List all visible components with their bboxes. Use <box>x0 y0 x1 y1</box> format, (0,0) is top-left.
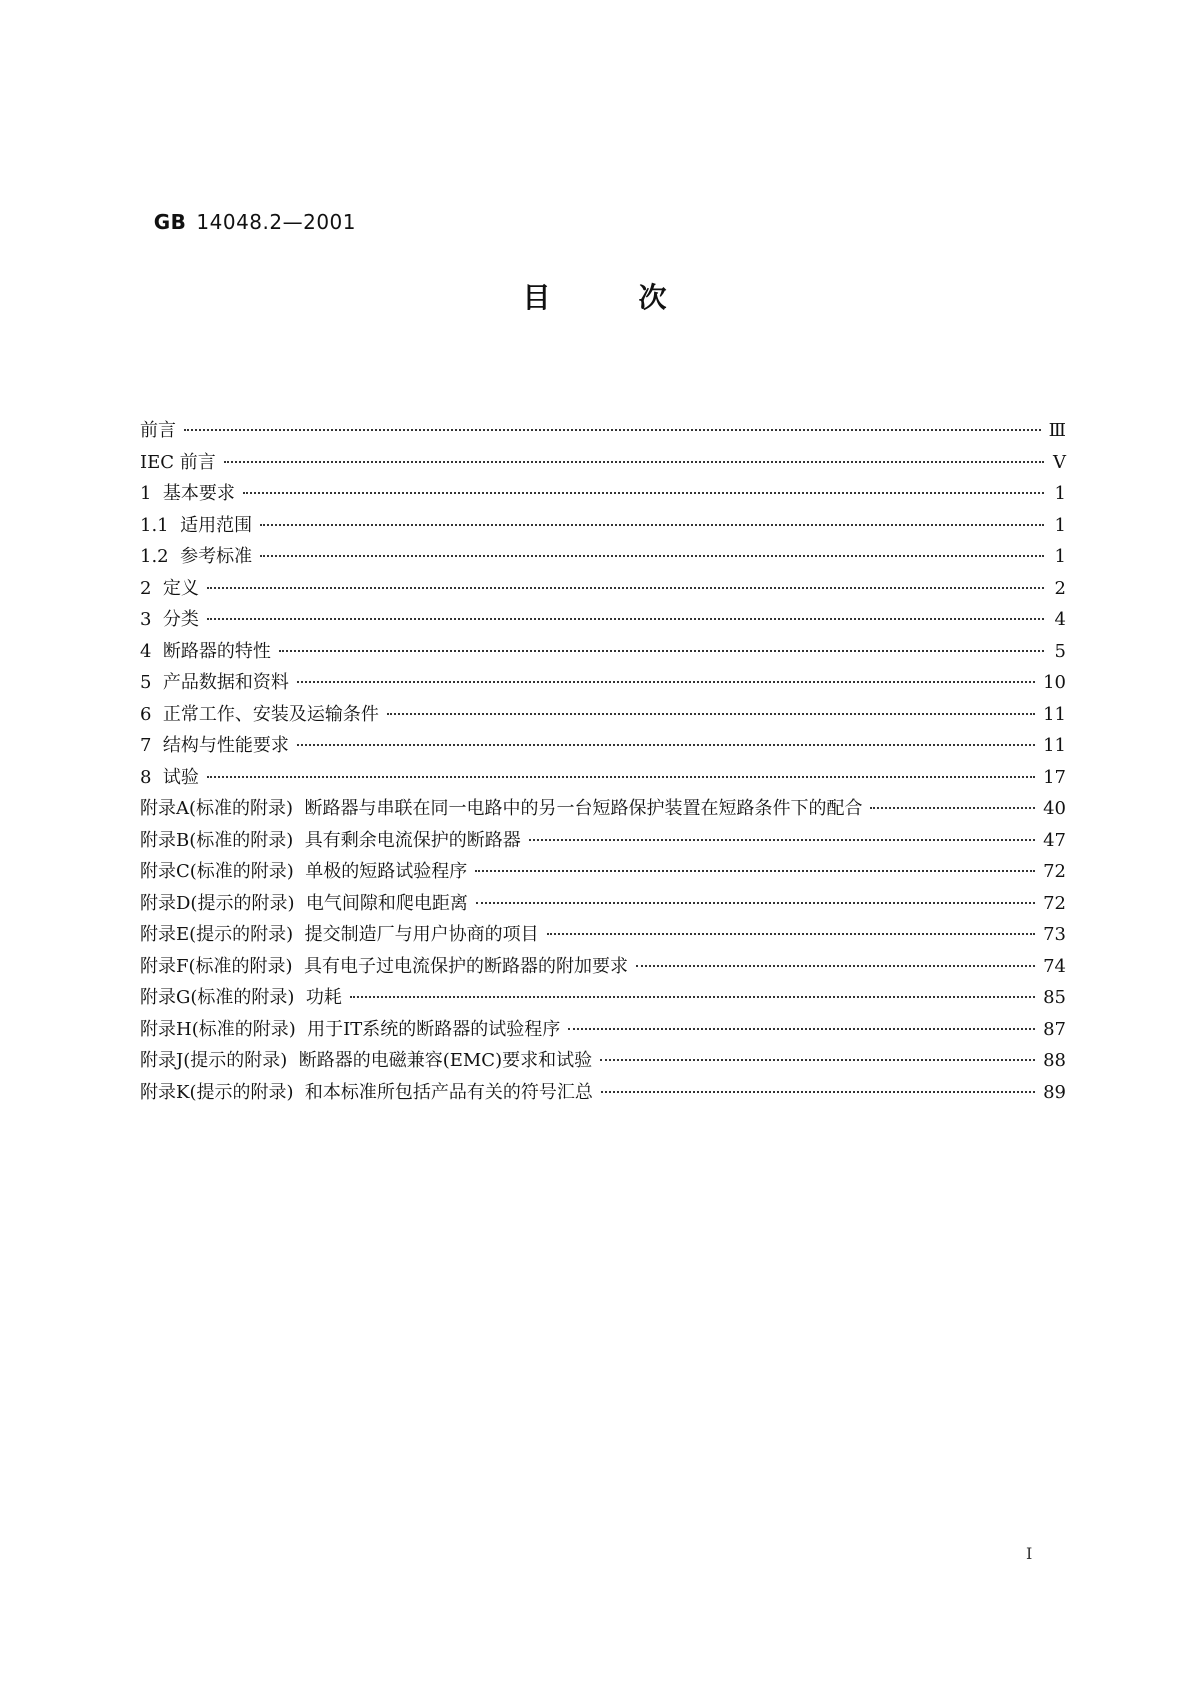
toc-entry-title: 附录K(提示的附录) 和本标准所包括产品有关的符号汇总 <box>140 1081 593 1103</box>
toc-dot-leader <box>870 807 1035 809</box>
standard-number: 14048.2—2001 <box>196 210 356 234</box>
toc-entry-page: 73 <box>1043 924 1066 945</box>
toc-entry-page: 87 <box>1043 1018 1066 1040</box>
toc-entry-page: 89 <box>1043 1081 1066 1103</box>
toc-dot-leader <box>243 492 1044 494</box>
toc-entry[interactable] <box>140 730 1066 762</box>
toc-entry[interactable] <box>140 919 1066 951</box>
toc-dot-leader <box>260 524 1044 526</box>
toc-entry-page: 72 <box>1043 892 1066 914</box>
toc-entry-title: 1.1 适用范围 <box>140 514 253 536</box>
toc-entry[interactable] <box>140 982 1066 1014</box>
toc-entry-page: 2 <box>1054 577 1066 599</box>
toc-entry[interactable] <box>140 856 1066 888</box>
toc-entry-title: 7 结构与性能要求 <box>140 735 289 756</box>
toc-entry[interactable] <box>140 510 1066 542</box>
toc-dot-leader <box>207 776 1035 778</box>
toc-entry[interactable] <box>140 1077 1066 1109</box>
toc-entry[interactable] <box>140 951 1066 983</box>
toc-entry-page: 17 <box>1043 766 1066 788</box>
toc-entry-title: 附录G(标准的附录) 功耗 <box>140 987 342 1008</box>
toc-entry-title: 附录D(提示的附录) 电气间隙和爬电距离 <box>140 892 468 914</box>
toc-dot-leader <box>601 1091 1035 1093</box>
toc-entry[interactable] <box>140 888 1066 920</box>
toc-dot-leader <box>297 744 1035 746</box>
toc-entry[interactable] <box>140 762 1066 794</box>
toc-entry-page: 74 <box>1043 955 1066 977</box>
toc-entry-title: 5 产品数据和资料 <box>140 672 289 693</box>
toc-entry[interactable] <box>140 415 1066 447</box>
toc-entry-page: 10 <box>1043 672 1066 693</box>
standard-code <box>140 186 356 234</box>
toc-dot-leader <box>387 713 1035 715</box>
toc-dot-leader <box>547 933 1035 935</box>
toc-entry-title: 附录H(标准的附录) 用于IT系统的断路器的试验程序 <box>140 1018 561 1040</box>
toc-dot-leader <box>636 965 1035 967</box>
toc-entry[interactable] <box>140 604 1066 636</box>
toc-entry[interactable] <box>140 793 1066 825</box>
toc-entry[interactable] <box>140 541 1066 573</box>
toc-entry-page: 1 <box>1054 546 1066 567</box>
page-title-char-2: 次 <box>638 281 669 314</box>
toc-dot-leader <box>529 839 1035 841</box>
toc-dot-leader <box>476 902 1035 904</box>
toc-entry-title: 附录A(标准的附录) 断路器与串联在同一电路中的另一台短路保护装置在短路条件下的配合 <box>140 798 863 819</box>
toc-entry[interactable] <box>140 447 1066 479</box>
toc-entry-title: 4 断路器的特性 <box>140 640 271 662</box>
toc-dot-leader <box>207 587 1044 589</box>
toc-entry-page: 85 <box>1043 987 1066 1008</box>
toc-dot-leader <box>475 870 1035 872</box>
toc-entry-title: 附录J(提示的附录) 断路器的电磁兼容(EMC)要求和试验 <box>140 1050 593 1071</box>
toc-entry[interactable] <box>140 478 1066 510</box>
toc-entry-title: 1.2 参考标准 <box>140 546 253 567</box>
toc-entry-title: 前言 <box>140 420 176 441</box>
toc-entry-page: 4 <box>1054 609 1066 630</box>
toc-entry[interactable] <box>140 825 1066 857</box>
table-of-contents <box>140 415 1066 1108</box>
page-number: I <box>1026 1544 1033 1563</box>
toc-entry-title: 8 试验 <box>140 766 199 788</box>
page-title <box>0 276 1191 316</box>
toc-dot-leader <box>279 650 1044 652</box>
toc-entry-page: 5 <box>1054 640 1066 662</box>
toc-entry-title: IEC 前言 <box>140 451 216 473</box>
toc-entry-page: 1 <box>1054 514 1066 536</box>
toc-entry-title: 6 正常工作、安装及运输条件 <box>140 703 379 725</box>
toc-entry-page: 1 <box>1054 483 1066 504</box>
toc-entry-page: 88 <box>1043 1050 1066 1071</box>
toc-dot-leader <box>297 681 1035 683</box>
toc-entry-page: 72 <box>1043 861 1066 882</box>
toc-dot-leader <box>260 555 1044 557</box>
toc-entry-title: 附录B(标准的附录) 具有剩余电流保护的断路器 <box>140 829 521 851</box>
toc-dot-leader <box>350 996 1035 998</box>
toc-dot-leader <box>600 1059 1035 1061</box>
toc-entry-title: 1 基本要求 <box>140 483 235 504</box>
toc-entry-page: 47 <box>1043 829 1066 851</box>
toc-dot-leader <box>184 429 1041 431</box>
toc-entry-page: Ⅲ <box>1048 420 1066 441</box>
toc-entry[interactable] <box>140 1045 1066 1077</box>
toc-entry-page: Ⅴ <box>1053 451 1066 473</box>
toc-entry-title: 3 分类 <box>140 609 199 630</box>
toc-dot-leader <box>568 1028 1035 1030</box>
toc-entry-title: 附录F(标准的附录) 具有电子过电流保护的断路器的附加要求 <box>140 955 628 977</box>
toc-entry[interactable] <box>140 573 1066 605</box>
toc-entry[interactable] <box>140 699 1066 731</box>
toc-entry-page: 11 <box>1043 735 1066 756</box>
toc-entry-title: 附录E(提示的附录) 提交制造厂与用户协商的项目 <box>140 924 539 945</box>
toc-dot-leader <box>224 461 1044 463</box>
toc-entry[interactable] <box>140 667 1066 699</box>
toc-entry[interactable] <box>140 636 1066 668</box>
toc-entry-page: 40 <box>1043 798 1066 819</box>
toc-entry-title: 附录C(标准的附录) 单极的短路试验程序 <box>140 861 468 882</box>
toc-entry-title: 2 定义 <box>140 577 199 599</box>
toc-entry[interactable] <box>140 1014 1066 1046</box>
page-title-char-1: 目 <box>522 281 553 314</box>
toc-dot-leader <box>207 618 1044 620</box>
toc-entry-page: 11 <box>1043 703 1066 725</box>
standard-prefix: GB <box>153 210 187 234</box>
